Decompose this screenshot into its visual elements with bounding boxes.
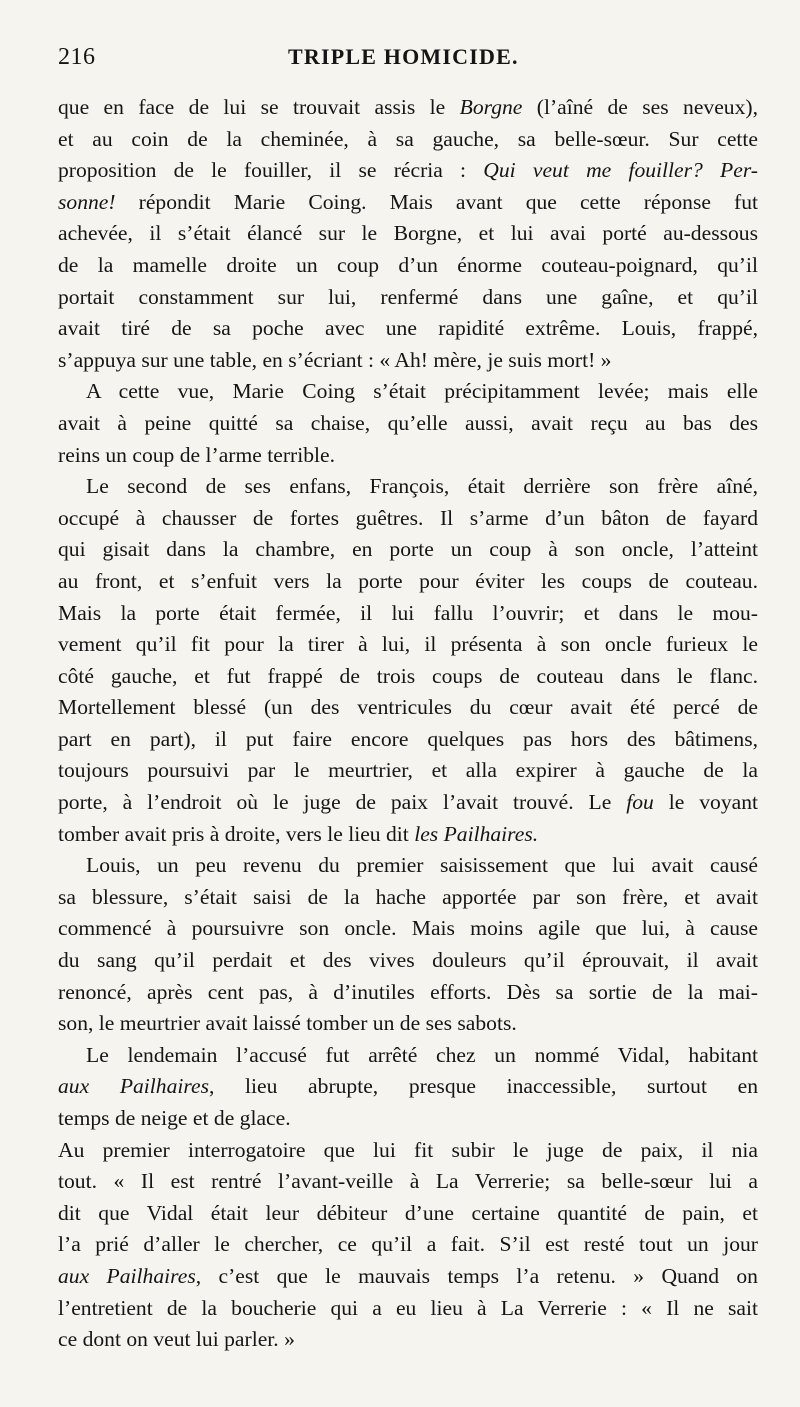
italic-text: sonne! <box>58 189 116 214</box>
italic-text: fou <box>626 790 654 815</box>
text-line <box>58 819 758 851</box>
text-run: côté gauche, et fut frappé de trois coups de couteau dans le flanc. <box>58 663 758 688</box>
text-run: Au premier interrogatoire que lui fit subir le juge de paix, il nia <box>58 1137 758 1162</box>
text-line <box>58 282 758 314</box>
italic-text: aux Pailhaires <box>58 1263 196 1288</box>
text-line <box>58 503 758 535</box>
text-line <box>58 850 758 882</box>
text-run: s’appuya sur une table, en s’écriant : « Ah! mère, je suis mort! » <box>58 347 612 372</box>
text-line <box>58 1040 758 1072</box>
text-run: Mais la porte était fermée, il lui fallu l’ouvrir; et dans le mou- <box>58 600 758 625</box>
text-line <box>58 376 758 408</box>
text-line <box>58 977 758 1009</box>
text-line <box>58 1103 758 1135</box>
text-run: du sang qu’il perdait et des vives douleurs qu’il éprouvait, il avait <box>58 948 758 973</box>
text-run: tomber avait pris à droite, vers le lieu dit <box>58 821 415 846</box>
text-line <box>58 1324 758 1356</box>
text-line <box>58 345 758 377</box>
text-run: l’a prié d’aller le chercher, ce qu’il a fait. S’il est resté tout un jour <box>58 1232 758 1257</box>
paragraph <box>58 471 758 850</box>
text-run: avait à peine quitté sa chaise, qu’elle aussi, avait reçu au bas des <box>58 410 758 435</box>
text-line <box>58 755 758 787</box>
paragraph <box>58 850 758 1040</box>
text-line <box>58 1293 758 1325</box>
text-run: part en part), il put faire encore quelques pas hors des bâtimens, <box>58 726 758 751</box>
text-run: portait constamment sur lui, renfermé dans une gaîne, et qu’il <box>58 284 758 309</box>
paragraph <box>58 1040 758 1135</box>
text-run: Mortellement blessé (un des ventricules du cœur avait été percé de <box>58 695 758 720</box>
text-line <box>58 250 758 282</box>
text-run: qui gisait dans la chambre, en porte un coup à son oncle, l’atteint <box>58 537 758 562</box>
text-run: son, le meurtrier avait laissé tomber un de ses sabots. <box>58 1011 517 1036</box>
italic-text: les Pailhaires. <box>414 821 539 846</box>
text-run: de la mamelle droite un coup d’un énorme couteau-poignard, qu’il <box>58 252 758 277</box>
text-line <box>58 471 758 503</box>
text-run: Le second de ses enfans, François, était derrière son frère aîné, <box>86 474 758 499</box>
text-run: reins un coup de l’arme terrible. <box>58 442 336 467</box>
text-run: que en face de lui se trouvait assis le <box>58 95 460 119</box>
text-line <box>58 187 758 219</box>
italic-text: Qui veut me fouiller? Per- <box>483 158 758 183</box>
italic-text: aux Pailhaires <box>58 1074 209 1099</box>
text-line <box>58 124 758 156</box>
text-run: proposition de le fouiller, il se récria : <box>58 158 484 183</box>
text-line <box>58 692 758 724</box>
text-line <box>58 408 758 440</box>
text-line <box>58 629 758 661</box>
text-run: commencé à poursuivre son oncle. Mais moins agile que lui, à cause <box>58 916 758 941</box>
text-line <box>58 724 758 756</box>
text-line <box>58 1229 758 1261</box>
text-line <box>58 787 758 819</box>
text-run: A cette vue, Marie Coing s’était précipitamment levée; mais elle <box>86 379 758 404</box>
text-line <box>58 945 758 977</box>
text-run: vement qu’il fit pour la tirer à lui, il présenta à son oncle furieux le <box>58 632 758 657</box>
text-run: ce dont on veut lui parler. » <box>58 1327 295 1352</box>
text-run: répondit Marie Coing. Mais avant que cette réponse fut <box>115 189 758 214</box>
text-run: tout. « Il est rentré l’avant-veille à La Verrerie; sa belle-sœur lui a <box>58 1169 758 1194</box>
text-run: achevée, il s’était élancé sur le Borgne, et lui avai porté au-dessous <box>58 221 758 246</box>
text-run: Louis, un peu revenu du premier saisissement que lui avait causé <box>86 853 758 878</box>
text-run: et au coin de la cheminée, à sa gauche, sa belle-sœur. Sur cette <box>58 126 758 151</box>
text-run: dit que Vidal était leur débiteur d’une certaine quantité de pain, et <box>58 1200 758 1225</box>
text-line <box>58 1166 758 1198</box>
text-run: occupé à chausser de fortes guêtres. Il s’arme d’un bâton de fayard <box>58 505 758 530</box>
text-run: porte, à l’endroit où le juge de paix l’avait trouvé. Le <box>58 790 627 815</box>
text-run: toujours poursuivi par le meurtrier, et alla expirer à gauche de la <box>58 758 758 783</box>
text-line <box>58 1008 758 1040</box>
page-header <box>58 44 752 78</box>
running-title: TRIPLE HOMICIDE. <box>288 44 519 69</box>
page-number: 216 <box>58 44 96 70</box>
text-line <box>58 313 758 345</box>
text-line <box>58 913 758 945</box>
text-run: avait tiré de sa poche avec une rapidité extrême. Louis, frappé, <box>58 316 758 341</box>
body-text <box>58 92 758 1356</box>
text-run: au front, et s’enfuit vers la porte pour éviter les coups de couteau. <box>58 568 758 593</box>
text-run: , c’est que le mauvais temps l’a retenu. » Quand on <box>195 1263 758 1288</box>
text-run: le voyant <box>653 790 759 815</box>
text-line <box>58 566 758 598</box>
text-run: renoncé, après cent pas, à d’inutiles efforts. Dès sa sortie de la mai- <box>58 979 758 1004</box>
text-run: Le lendemain l’accusé fut arrêté chez un nommé Vidal, habitant <box>86 1042 758 1067</box>
text-line <box>58 1261 758 1293</box>
paragraph <box>58 1135 758 1356</box>
text-run: (l’aîné de ses neveux), <box>522 95 758 119</box>
text-line <box>58 598 758 630</box>
paragraph <box>58 92 758 376</box>
text-line <box>58 92 758 124</box>
text-line <box>58 1198 758 1230</box>
text-line <box>58 534 758 566</box>
text-line <box>58 155 758 187</box>
text-line <box>58 440 758 472</box>
text-line <box>58 1071 758 1103</box>
text-run: temps de neige et de glace. <box>58 1106 291 1130</box>
italic-text: Borgne <box>459 95 523 119</box>
text-run: , lieu abrupte, presque inaccessible, surtout en <box>209 1074 759 1099</box>
paragraph <box>58 376 758 471</box>
text-run: l’entretient de la boucherie qui a eu lieu à La Verrerie : « Il ne sait <box>58 1295 758 1320</box>
text-line <box>58 661 758 693</box>
text-line <box>58 1135 758 1167</box>
text-line <box>58 882 758 914</box>
text-run: sa blessure, s’était saisi de la hache apportée par son frère, et avait <box>58 884 758 909</box>
text-line <box>58 218 758 250</box>
